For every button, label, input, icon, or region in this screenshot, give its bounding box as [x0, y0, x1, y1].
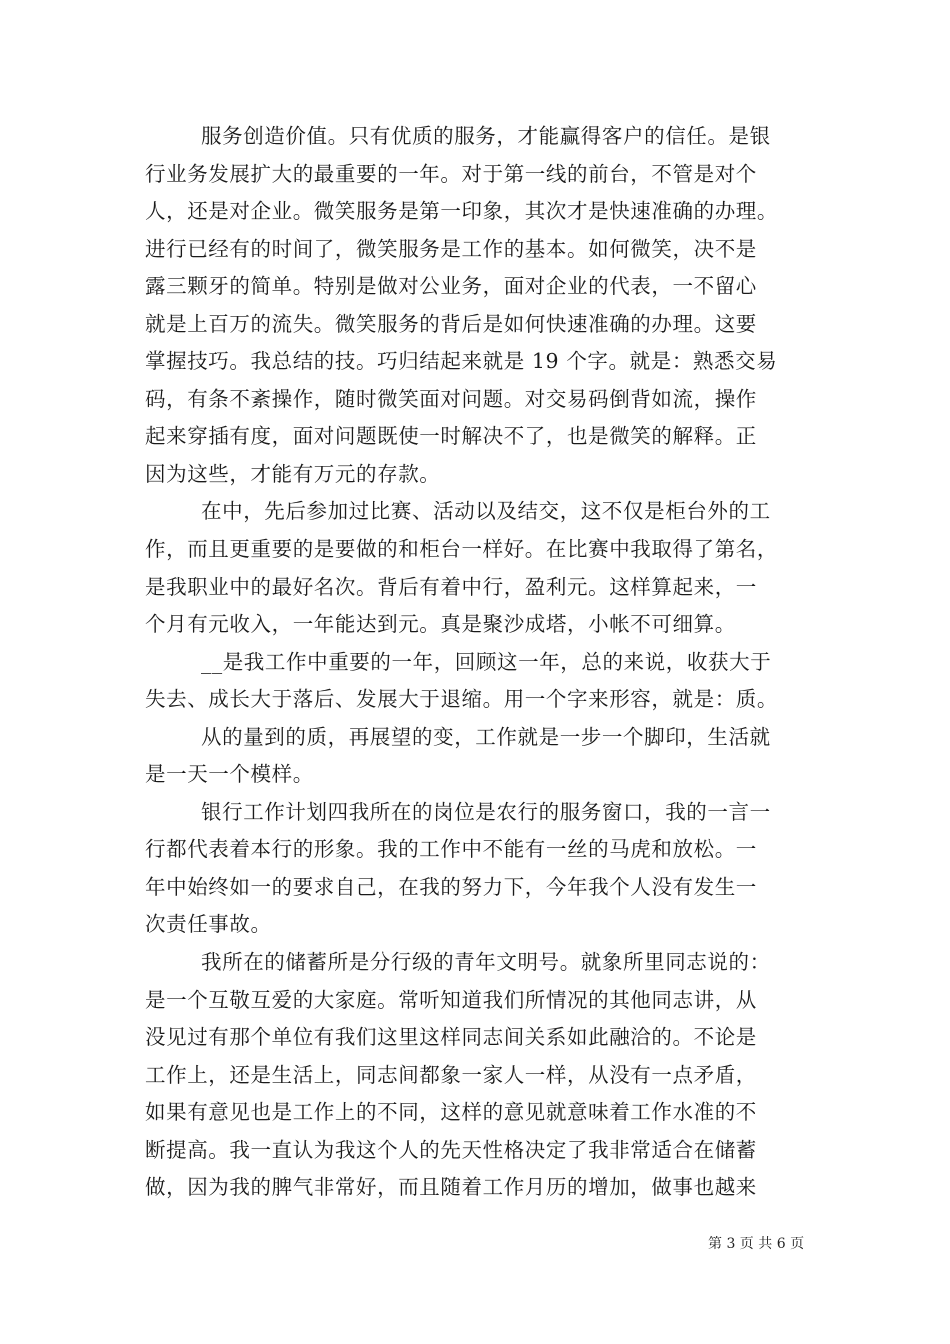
text-line: 露三颗牙的简单。特别是做对公业务，面对企业的代表，一不留心: [145, 274, 757, 299]
text-line: 在中，先后参加过比赛、活动以及结交，这不仅是柜台外的工: [201, 499, 771, 524]
text-line: 人，还是对企业。微笑服务是第一印象，其次才是快速准确的办理。: [145, 199, 778, 224]
text-line: 如果有意见也是工作上的不同，这样的意见就意味着工作水准的不: [145, 1100, 757, 1125]
text-line: 是我职业中的最好名次。背后有着中行，盈利元。这样算起来，一: [145, 574, 757, 599]
text-line: 因为这些，才能有万元的存款。: [145, 461, 441, 486]
text-line: 服务创造价值。只有优质的服务，才能赢得客户的信任。是银: [201, 124, 771, 148]
text-line: 进行已经有的时间了，微笑服务是工作的基本。如何微笑，决不是: [145, 236, 757, 261]
text-line: 断提高。我一直认为我这个人的先天性格决定了我非常适合在储蓄: [145, 1137, 757, 1162]
document-body: [145, 118, 809, 1207]
text-line: 次责任事故。: [145, 912, 272, 937]
text-line: 没见过有那个单位有我们这里这样同志间关系如此融洽的。不论是: [145, 1025, 757, 1050]
text-line: 我所在的储蓄所是分行级的青年文明号。就象所里同志说的：: [201, 950, 771, 975]
text-line: 是一个互敬互爱的大家庭。常听知道我们所情况的其他同志讲，从: [145, 987, 757, 1012]
text-line: 行业务发展扩大的最重要的一年。对于第一线的前台，不管是对个: [145, 161, 757, 186]
page-number: 第 3 页 共 6 页: [708, 1236, 805, 1252]
text-line: 行都代表着本行的形象。我的工作中不能有一丝的马虎和放松。一: [145, 837, 757, 862]
text-line: 失去、成长大于落后、发展大于退缩。用一个字来形容，就是：质。: [145, 687, 778, 712]
text-line: 掌握技巧。我总结的技。巧归结起来就是 19 个字。就是：熟悉交易: [145, 349, 778, 374]
text-line: 码，有条不紊操作，随时微笑面对问题。对交易码倒背如流，操作: [145, 386, 757, 411]
text-line: 起来穿插有度，面对问题既使一时解决不了，也是微笑的解释。正: [145, 424, 757, 449]
text-line: __是我工作中重要的一年，回顾这一年，总的来说，收获大于: [201, 649, 772, 674]
text-line: 工作上，还是生活上，同志间都象一家人一样，从没有一点矛盾，: [145, 1062, 757, 1087]
text-line: 年中始终如一的要求自己，在我的努力下，今年我个人没有发生一: [145, 874, 757, 899]
text-line: 从的量到的质，再展望的变，工作就是一步一个脚印，生活就: [201, 724, 771, 749]
text-line: 作，而且更重要的是要做的和柜台一样好。在比赛中我取得了第名，: [145, 537, 778, 562]
text-line: 银行工作计划四我所在的岗位是农行的服务窗口，我的一言一: [201, 799, 771, 824]
text-line: 是一天一个模样。: [145, 762, 314, 787]
text-line: 就是上百万的流失。微笑服务的背后是如何快速准确的办理。这要: [145, 311, 757, 336]
text-line: 个月有元收入，一年能达到元。真是聚沙成塔，小帐不可细算。: [145, 612, 736, 637]
text-line: 做，因为我的脾气非常好，而且随着工作月历的增加，做事也越来: [145, 1175, 757, 1200]
